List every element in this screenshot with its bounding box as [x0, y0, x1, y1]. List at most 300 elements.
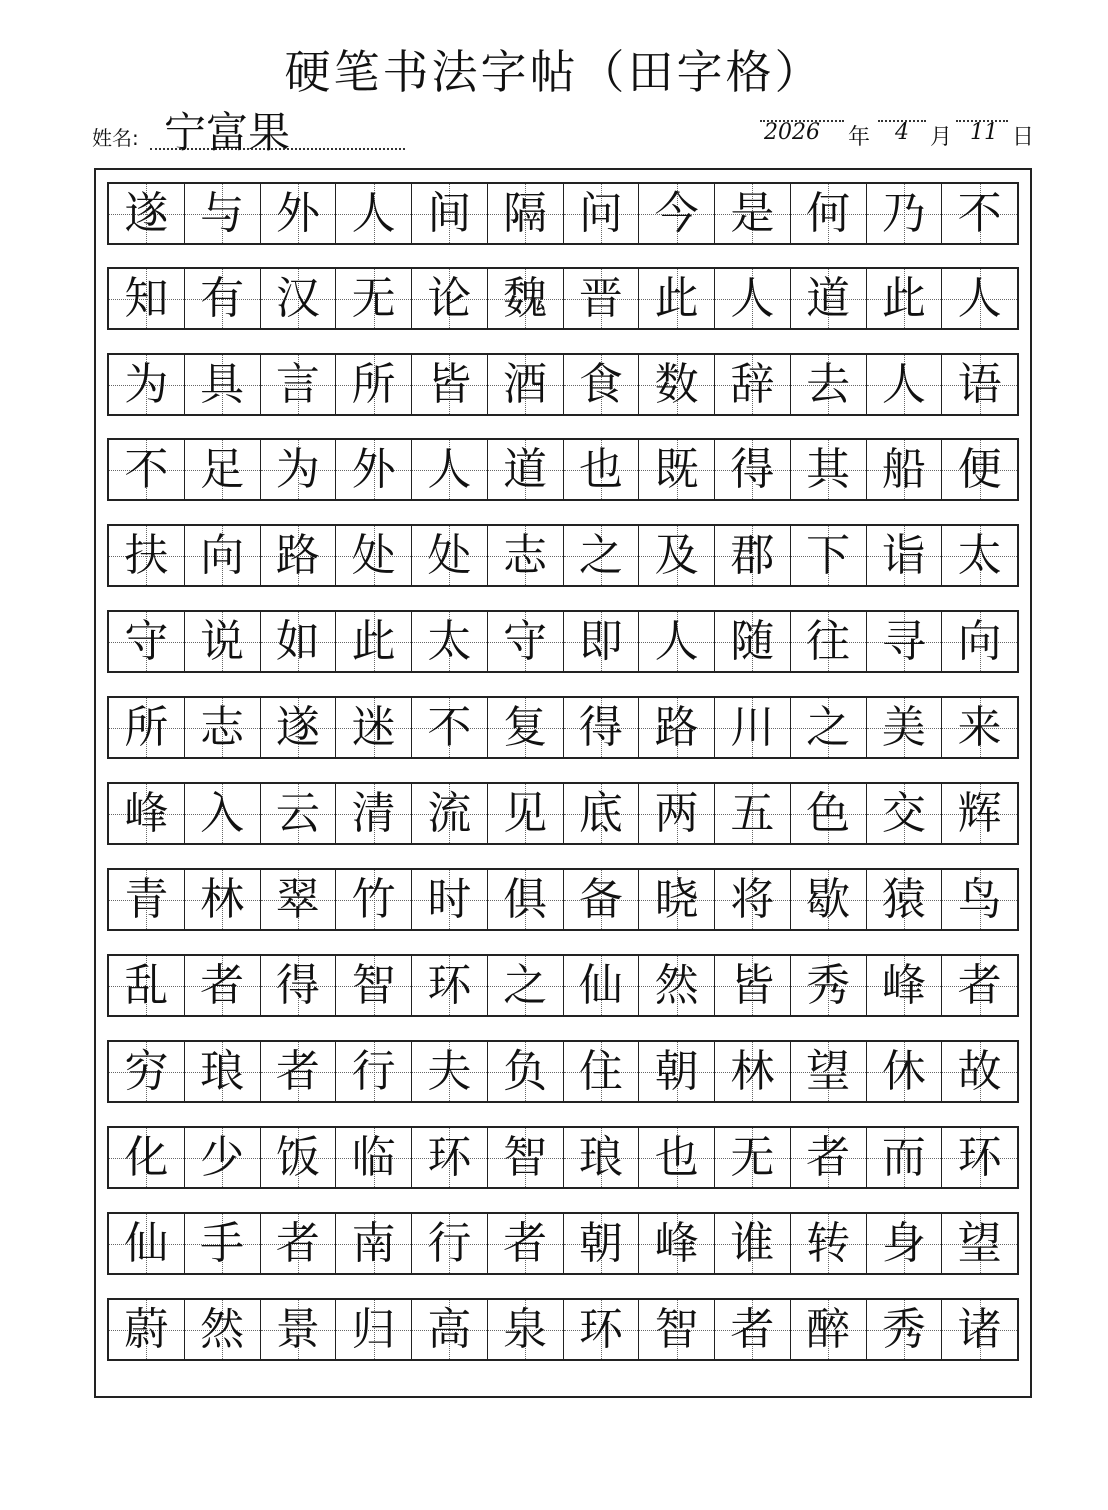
practice-character: 少: [200, 1131, 245, 1183]
grid-cell: [639, 784, 715, 843]
practice-character: 汉: [275, 272, 320, 324]
grid-row: [107, 1212, 1019, 1275]
practice-character: 南: [351, 1217, 396, 1269]
grid-cell: [488, 1128, 564, 1187]
practice-character: 外: [351, 443, 396, 495]
grid-cell: [639, 355, 715, 414]
grid-cell: [261, 184, 337, 243]
grid-cell: [109, 1300, 185, 1359]
grid-cell: [261, 1214, 337, 1273]
practice-character: 蔚: [124, 1303, 169, 1355]
practice-character: 处: [427, 529, 472, 581]
practice-character: 数: [654, 358, 699, 410]
practice-character: 晓: [654, 873, 699, 925]
grid-cell: [639, 870, 715, 929]
grid-row: [107, 782, 1019, 845]
practice-character: 言: [275, 358, 320, 410]
practice-character: 来: [957, 701, 1002, 753]
date-row: [760, 112, 1035, 150]
practice-character: 诣: [881, 529, 926, 581]
practice-character: 知: [124, 272, 169, 324]
grid-row: [107, 182, 1019, 245]
practice-character: 高: [427, 1303, 472, 1355]
practice-character: 此: [881, 272, 926, 324]
grid-cell: [185, 784, 261, 843]
date-year-unit: 年: [848, 125, 871, 150]
practice-character: 之: [578, 529, 623, 581]
grid-cell: [867, 526, 943, 585]
name-label: 姓名:: [92, 126, 139, 150]
grid-cell: [791, 184, 867, 243]
practice-character: 不: [124, 443, 169, 495]
grid-cell: [261, 440, 337, 499]
grid-cell: [109, 1214, 185, 1273]
grid-cell: [336, 1042, 412, 1101]
grid-cell: [109, 440, 185, 499]
grid-cell: [109, 184, 185, 243]
grid-cell: [488, 440, 564, 499]
date-month-unit: 月: [930, 125, 953, 150]
grid-cell: [488, 870, 564, 929]
practice-character: 歇: [806, 873, 851, 925]
practice-character: 者: [275, 1045, 320, 1097]
grid-row: [107, 438, 1019, 501]
date-day-unit: 日: [1012, 125, 1035, 150]
grid-cell: [336, 1128, 412, 1187]
practice-character: 休: [881, 1045, 926, 1097]
practice-character: 林: [200, 873, 245, 925]
practice-character: 便: [957, 443, 1002, 495]
grid-cell: [412, 184, 488, 243]
grid-cell: [185, 1214, 261, 1273]
grid-cell: [639, 440, 715, 499]
grid-cell: [791, 1128, 867, 1187]
practice-character: 不: [427, 701, 472, 753]
practice-character: 然: [200, 1303, 245, 1355]
practice-character: 将: [730, 873, 775, 925]
practice-character: 饭: [275, 1131, 320, 1183]
grid-cell: [715, 355, 791, 414]
grid-cell: [336, 698, 412, 757]
grid-cell: [564, 1042, 640, 1101]
grid-cell: [791, 1214, 867, 1273]
practice-character: 志: [200, 701, 245, 753]
practice-character: 往: [806, 615, 851, 667]
date-day: 11: [970, 120, 998, 145]
grid-cell: [867, 1214, 943, 1273]
grid-cell: [488, 184, 564, 243]
grid-cell: [488, 612, 564, 671]
grid-cell: [791, 269, 867, 328]
practice-character: 及: [654, 529, 699, 581]
grid-cell: [715, 698, 791, 757]
practice-character: 者: [503, 1217, 548, 1269]
grid-cell: [564, 698, 640, 757]
practice-character: 琅: [578, 1131, 623, 1183]
grid-row: [107, 1298, 1019, 1361]
practice-character: 今: [654, 187, 699, 239]
practice-character: 青: [124, 873, 169, 925]
grid-cell: [109, 355, 185, 414]
grid-row: [107, 954, 1019, 1017]
grid-cell: [715, 1300, 791, 1359]
practice-character: 鸟: [957, 873, 1002, 925]
practice-character: 不: [957, 187, 1002, 239]
grid-cell: [109, 526, 185, 585]
practice-character: 秀: [806, 959, 851, 1011]
practice-character: 与: [200, 187, 245, 239]
grid-cell: [488, 526, 564, 585]
grid-cell: [867, 184, 943, 243]
practice-character: 太: [427, 615, 472, 667]
grid-cell: [715, 956, 791, 1015]
grid-cell: [412, 784, 488, 843]
practice-character: 扶: [124, 529, 169, 581]
grid-cell: [564, 269, 640, 328]
practice-character: 论: [427, 272, 472, 324]
grid-row: [107, 1126, 1019, 1189]
grid-cell: [336, 956, 412, 1015]
grid-cell: [639, 956, 715, 1015]
practice-character: 峰: [654, 1217, 699, 1269]
grid-cell: [185, 1300, 261, 1359]
practice-character: 具: [200, 358, 245, 410]
practice-character: 为: [124, 358, 169, 410]
practice-character: 夫: [427, 1045, 472, 1097]
practice-character: 望: [957, 1217, 1002, 1269]
practice-character: 峰: [881, 959, 926, 1011]
grid-cell: [336, 526, 412, 585]
practice-character: 化: [124, 1131, 169, 1183]
practice-character: 人: [957, 272, 1002, 324]
grid-cell: [412, 1214, 488, 1273]
practice-character: 人: [730, 272, 775, 324]
grid-cell: [867, 698, 943, 757]
grid-cell: [942, 1300, 1017, 1359]
grid-cell: [639, 1042, 715, 1101]
grid-cell: [942, 269, 1017, 328]
grid-cell: [715, 1042, 791, 1101]
grid-cell: [488, 269, 564, 328]
practice-character: 得: [275, 959, 320, 1011]
practice-character: 是: [730, 187, 775, 239]
grid-cell: [715, 612, 791, 671]
grid-cell: [867, 440, 943, 499]
practice-character: 问: [578, 187, 623, 239]
grid-cell: [488, 355, 564, 414]
practice-character: 郡: [730, 529, 775, 581]
practice-character: 下: [806, 529, 851, 581]
practice-character: 然: [654, 959, 699, 1011]
practice-character: 外: [275, 187, 320, 239]
grid-row: [107, 610, 1019, 673]
practice-character: 环: [957, 1131, 1002, 1183]
grid-cell: [867, 612, 943, 671]
practice-character: 俱: [503, 873, 548, 925]
practice-character: 者: [957, 959, 1002, 1011]
practice-character: 负: [503, 1045, 548, 1097]
grid-cell: [336, 269, 412, 328]
grid-cell: [488, 956, 564, 1015]
grid-cell: [109, 612, 185, 671]
practice-character: 皆: [427, 358, 472, 410]
practice-character: 临: [351, 1131, 396, 1183]
grid-cell: [261, 956, 337, 1015]
grid-cell: [336, 1214, 412, 1273]
practice-character: 路: [654, 701, 699, 753]
grid-cell: [185, 526, 261, 585]
grid-cell: [412, 870, 488, 929]
practice-character: 人: [351, 187, 396, 239]
grid-cell: [185, 440, 261, 499]
grid-cell: [109, 956, 185, 1015]
practice-character: 所: [351, 358, 396, 410]
practice-character: 无: [730, 1131, 775, 1183]
practice-character: 环: [427, 959, 472, 1011]
practice-character: 交: [881, 787, 926, 839]
practice-character: 之: [806, 701, 851, 753]
grid-cell: [488, 1300, 564, 1359]
practice-character: 辉: [957, 787, 1002, 839]
practice-character: 酒: [503, 358, 548, 410]
grid-row: [107, 267, 1019, 330]
grid-cell: [867, 1300, 943, 1359]
grid-cell: [412, 698, 488, 757]
practice-character: 此: [654, 272, 699, 324]
practice-character: 人: [654, 615, 699, 667]
grid-cell: [185, 269, 261, 328]
practice-character: 林: [730, 1045, 775, 1097]
grid-cell: [564, 612, 640, 671]
practice-character: 太: [957, 529, 1002, 581]
grid-cell: [791, 612, 867, 671]
grid-cell: [185, 184, 261, 243]
practice-character: 随: [730, 615, 775, 667]
grid-cell: [942, 1128, 1017, 1187]
practice-character: 语: [957, 358, 1002, 410]
grid-cell: [412, 612, 488, 671]
grid-cell: [261, 355, 337, 414]
practice-character: 智: [503, 1131, 548, 1183]
grid-cell: [942, 355, 1017, 414]
grid-cell: [564, 526, 640, 585]
practice-character: 行: [427, 1217, 472, 1269]
grid-cell: [867, 355, 943, 414]
grid-cell: [109, 784, 185, 843]
practice-character: 竹: [351, 873, 396, 925]
practice-character: 智: [654, 1303, 699, 1355]
grid-row: [107, 524, 1019, 587]
practice-character: 如: [275, 615, 320, 667]
practice-character: 转: [806, 1217, 851, 1269]
practice-character: 流: [427, 787, 472, 839]
grid-cell: [261, 1300, 337, 1359]
practice-character: 遂: [275, 701, 320, 753]
practice-character: 时: [427, 873, 472, 925]
grid-cell: [488, 1042, 564, 1101]
practice-character: 所: [124, 701, 169, 753]
grid-cell: [564, 1300, 640, 1359]
grid-cell: [261, 526, 337, 585]
grid-cell: [488, 1214, 564, 1273]
grid-cell: [942, 698, 1017, 757]
grid-cell: [109, 1042, 185, 1101]
practice-character: 处: [351, 529, 396, 581]
grid-cell: [261, 698, 337, 757]
grid-cell: [185, 870, 261, 929]
practice-character: 得: [730, 443, 775, 495]
practice-character: 无: [351, 272, 396, 324]
practice-sheet: [94, 168, 1032, 1398]
grid-cell: [564, 1128, 640, 1187]
practice-character: 泉: [503, 1303, 548, 1355]
practice-character: 者: [200, 959, 245, 1011]
grid-cell: [715, 1128, 791, 1187]
practice-character: 寻: [881, 615, 926, 667]
grid-cell: [715, 269, 791, 328]
grid-cell: [867, 1128, 943, 1187]
grid-cell: [791, 1042, 867, 1101]
practice-character: 晋: [578, 272, 623, 324]
grid-cell: [412, 1042, 488, 1101]
grid-cell: [261, 1128, 337, 1187]
grid-cell: [715, 526, 791, 585]
practice-character: 守: [503, 615, 548, 667]
practice-character: 间: [427, 187, 472, 239]
practice-character: 志: [503, 529, 548, 581]
practice-character: 仙: [578, 959, 623, 1011]
practice-character: 手: [200, 1217, 245, 1269]
practice-character: 辞: [730, 358, 775, 410]
grid-cell: [639, 698, 715, 757]
practice-character: 仙: [124, 1217, 169, 1269]
practice-character: 也: [578, 443, 623, 495]
grid-cell: [412, 440, 488, 499]
student-name: 宁富果: [164, 108, 291, 157]
practice-character: 川: [730, 701, 775, 753]
grid-cell: [564, 956, 640, 1015]
practice-character: 向: [957, 615, 1002, 667]
practice-character: 五: [730, 787, 775, 839]
practice-character: 既: [654, 443, 699, 495]
grid-cell: [109, 698, 185, 757]
practice-character: 琅: [200, 1045, 245, 1097]
practice-character: 得: [578, 701, 623, 753]
grid-row: [107, 868, 1019, 931]
grid-cell: [942, 526, 1017, 585]
practice-character: 此: [351, 615, 396, 667]
practice-character: 行: [351, 1045, 396, 1097]
practice-character: 猿: [881, 873, 926, 925]
grid-cell: [791, 355, 867, 414]
grid-cell: [867, 956, 943, 1015]
practice-character: 者: [806, 1131, 851, 1183]
grid-cell: [639, 1300, 715, 1359]
grid-cell: [639, 184, 715, 243]
grid-cell: [791, 1300, 867, 1359]
practice-character: 去: [806, 358, 851, 410]
grid-cell: [791, 698, 867, 757]
grid-cell: [564, 1214, 640, 1273]
practice-character: 秀: [881, 1303, 926, 1355]
grid-cell: [336, 784, 412, 843]
grid-cell: [715, 440, 791, 499]
practice-character: 即: [578, 615, 623, 667]
practice-character: 两: [654, 787, 699, 839]
practice-character: 环: [578, 1303, 623, 1355]
grid-cell: [564, 784, 640, 843]
practice-character: 之: [503, 959, 548, 1011]
grid-cell: [412, 526, 488, 585]
practice-character: 船: [881, 443, 926, 495]
practice-character: 穷: [124, 1045, 169, 1097]
grid-cell: [639, 612, 715, 671]
grid-cell: [488, 698, 564, 757]
grid-cell: [109, 1128, 185, 1187]
practice-character: 朝: [578, 1217, 623, 1269]
practice-character: 谁: [730, 1217, 775, 1269]
practice-character: 见: [503, 787, 548, 839]
grid-row: [107, 1040, 1019, 1103]
grid-row: [107, 353, 1019, 416]
practice-character: 备: [578, 873, 623, 925]
practice-character: 诸: [957, 1303, 1002, 1355]
grid-cell: [488, 784, 564, 843]
practice-character: 为: [275, 443, 320, 495]
grid-cell: [185, 698, 261, 757]
grid-cell: [412, 956, 488, 1015]
grid-cell: [412, 355, 488, 414]
practice-character: 有: [200, 272, 245, 324]
grid-cell: [412, 1128, 488, 1187]
grid-cell: [564, 440, 640, 499]
grid-cell: [109, 269, 185, 328]
grid-cell: [261, 784, 337, 843]
practice-character: 者: [730, 1303, 775, 1355]
date-month: 4: [895, 120, 909, 145]
grid-cell: [942, 870, 1017, 929]
practice-character: 说: [200, 615, 245, 667]
grid-cell: [412, 269, 488, 328]
practice-character: 望: [806, 1045, 851, 1097]
practice-character: 路: [275, 529, 320, 581]
practice-character: 向: [200, 529, 245, 581]
practice-character: 醉: [806, 1303, 851, 1355]
practice-character: 色: [806, 787, 851, 839]
grid-cell: [791, 956, 867, 1015]
grid-cell: [564, 184, 640, 243]
practice-character: 景: [275, 1303, 320, 1355]
practice-character: 何: [806, 187, 851, 239]
practice-character: 云: [275, 787, 320, 839]
practice-character: 归: [351, 1303, 396, 1355]
grid-cell: [867, 784, 943, 843]
grid-cell: [942, 1214, 1017, 1273]
grid-cell: [261, 870, 337, 929]
practice-character: 人: [881, 358, 926, 410]
grid-cell: [412, 1300, 488, 1359]
practice-character: 身: [881, 1217, 926, 1269]
grid-cell: [336, 184, 412, 243]
practice-character: 乃: [881, 187, 926, 239]
grid-cell: [185, 612, 261, 671]
grid-cell: [109, 870, 185, 929]
grid-cell: [639, 526, 715, 585]
grid-cell: [639, 269, 715, 328]
practice-character: 也: [654, 1131, 699, 1183]
practice-character: 迷: [351, 701, 396, 753]
grid-cell: [715, 184, 791, 243]
